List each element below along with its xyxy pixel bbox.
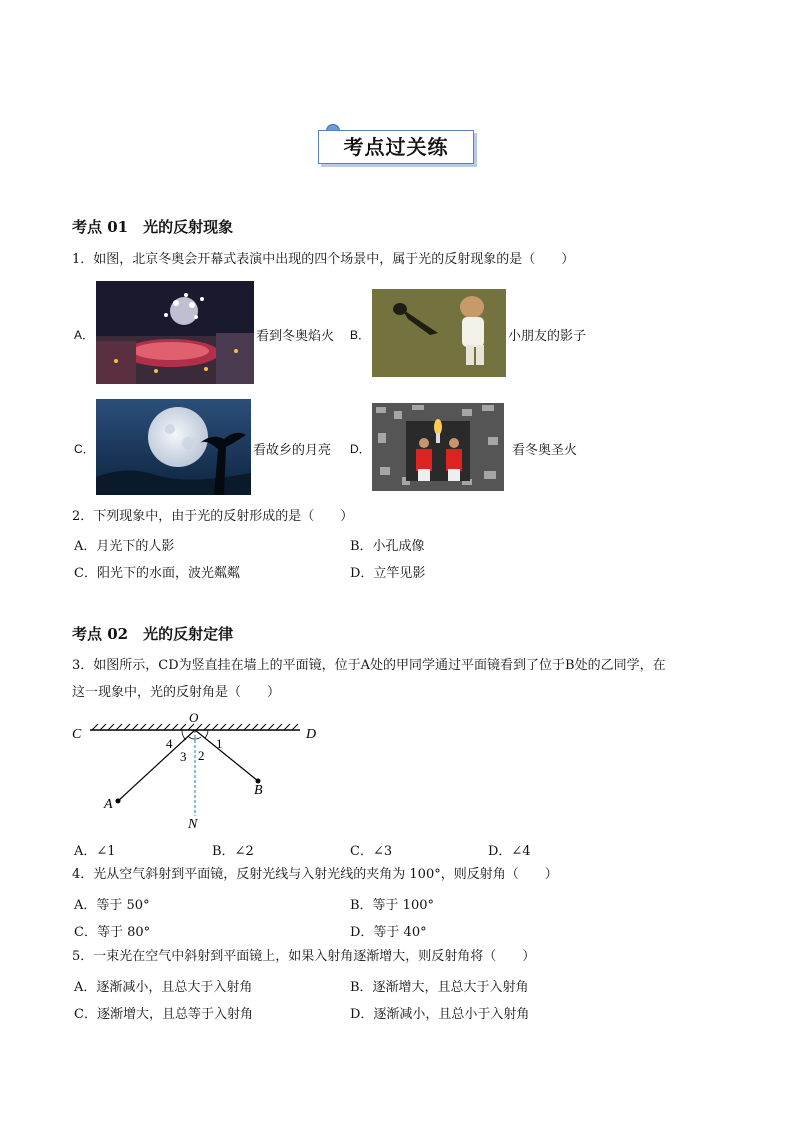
q1-option-c-caption: 看故乡的月亮 — [253, 443, 332, 458]
question-2-text: 2．下列现象中，由于光的反射形成的是（ ） — [72, 509, 354, 524]
angle-2-arc — [195, 737, 201, 739]
q4-option-d: D．等于 40° — [350, 925, 427, 940]
label-angle-2: 2 — [198, 748, 205, 763]
angle-3-arc — [188, 736, 195, 739]
label-d: D — [306, 727, 317, 742]
question-5-text: 5．一束光在空气中斜射到平面镜上，如果入射角逐渐增大，则反射角将（ ） — [72, 949, 536, 964]
q5-option-b: B．逐渐增大，且总大于入射角 — [350, 980, 529, 995]
label-a: A — [104, 797, 113, 812]
question-3-line-2: 这一现象中，光的反射角是（ ） — [72, 685, 281, 700]
q2-option-b: B．小孔成像 — [350, 539, 425, 554]
q2-option-d: D．立竿见影 — [350, 566, 426, 581]
fireworks-photo — [96, 281, 254, 384]
child-shadow-photo — [372, 289, 506, 377]
q2-option-a: A．月光下的人影 — [74, 539, 175, 554]
question-3-line-1: 3．如图所示，CD为竖直挂在墙上的平面镜，位于A处的甲同学通过平面镜看到了位于B处的乙同学，在 — [72, 658, 666, 673]
q4-option-a: A．等于 50° — [74, 898, 150, 913]
label-o: O — [189, 710, 199, 725]
q5-option-c: C．逐渐增大，且总等于入射角 — [74, 1007, 253, 1022]
q3-option-c: C．∠3 — [350, 844, 393, 859]
question-4-text: 4．光从空气斜射到平面镜，反射光线与入射光线的夹角为 100°，则反射角（ ） — [72, 867, 558, 882]
q1-option-d-letter: D． — [350, 442, 371, 456]
q1-option-a-letter: A． — [74, 328, 95, 342]
section-2-title: 考点 02 光的反射定律 — [72, 625, 234, 643]
olympic-torch-photo — [372, 403, 504, 491]
q3-option-d: D．∠4 — [488, 844, 531, 859]
label-c: C — [72, 727, 82, 742]
question-1-text: 1．如图，北京冬奥会开幕式表演中出现的四个场景中，属于光的反射现象的是（ ） — [72, 252, 575, 267]
point-a — [116, 799, 121, 804]
q2-option-c: C．阳光下的水面，波光粼粼 — [74, 566, 240, 581]
moon-photo — [96, 399, 251, 495]
q5-option-d: D．逐渐减小，且总小于入射角 — [350, 1007, 530, 1022]
label-n: N — [188, 817, 198, 832]
q1-option-d-caption: 看冬奥圣火 — [512, 443, 578, 458]
section-1-title: 考点 01 光的反射现象 — [72, 218, 234, 236]
reflection-diagram — [70, 708, 330, 834]
label-angle-1: 1 — [216, 736, 223, 751]
incident-ray — [118, 730, 195, 801]
label-angle-4: 4 — [166, 736, 173, 751]
page-title: 考点过关练 — [318, 130, 474, 164]
label-b: B — [254, 783, 263, 798]
q3-option-b: B．∠2 — [212, 844, 254, 859]
angle-1-arc — [205, 730, 208, 738]
q1-option-a-caption: 看到冬奥焰火 — [256, 329, 335, 344]
q4-option-b: B．等于 100° — [350, 898, 434, 913]
label-angle-3: 3 — [180, 749, 187, 764]
q5-option-a: A．逐渐减小，且总大于入射角 — [74, 980, 253, 995]
q1-option-b-letter: B． — [350, 328, 371, 342]
q4-option-c: C．等于 80° — [74, 925, 151, 940]
q1-option-b-caption: 小朋友的影子 — [508, 329, 587, 344]
q3-option-a: A．∠1 — [74, 844, 116, 859]
q1-option-c-letter: C． — [74, 442, 95, 456]
